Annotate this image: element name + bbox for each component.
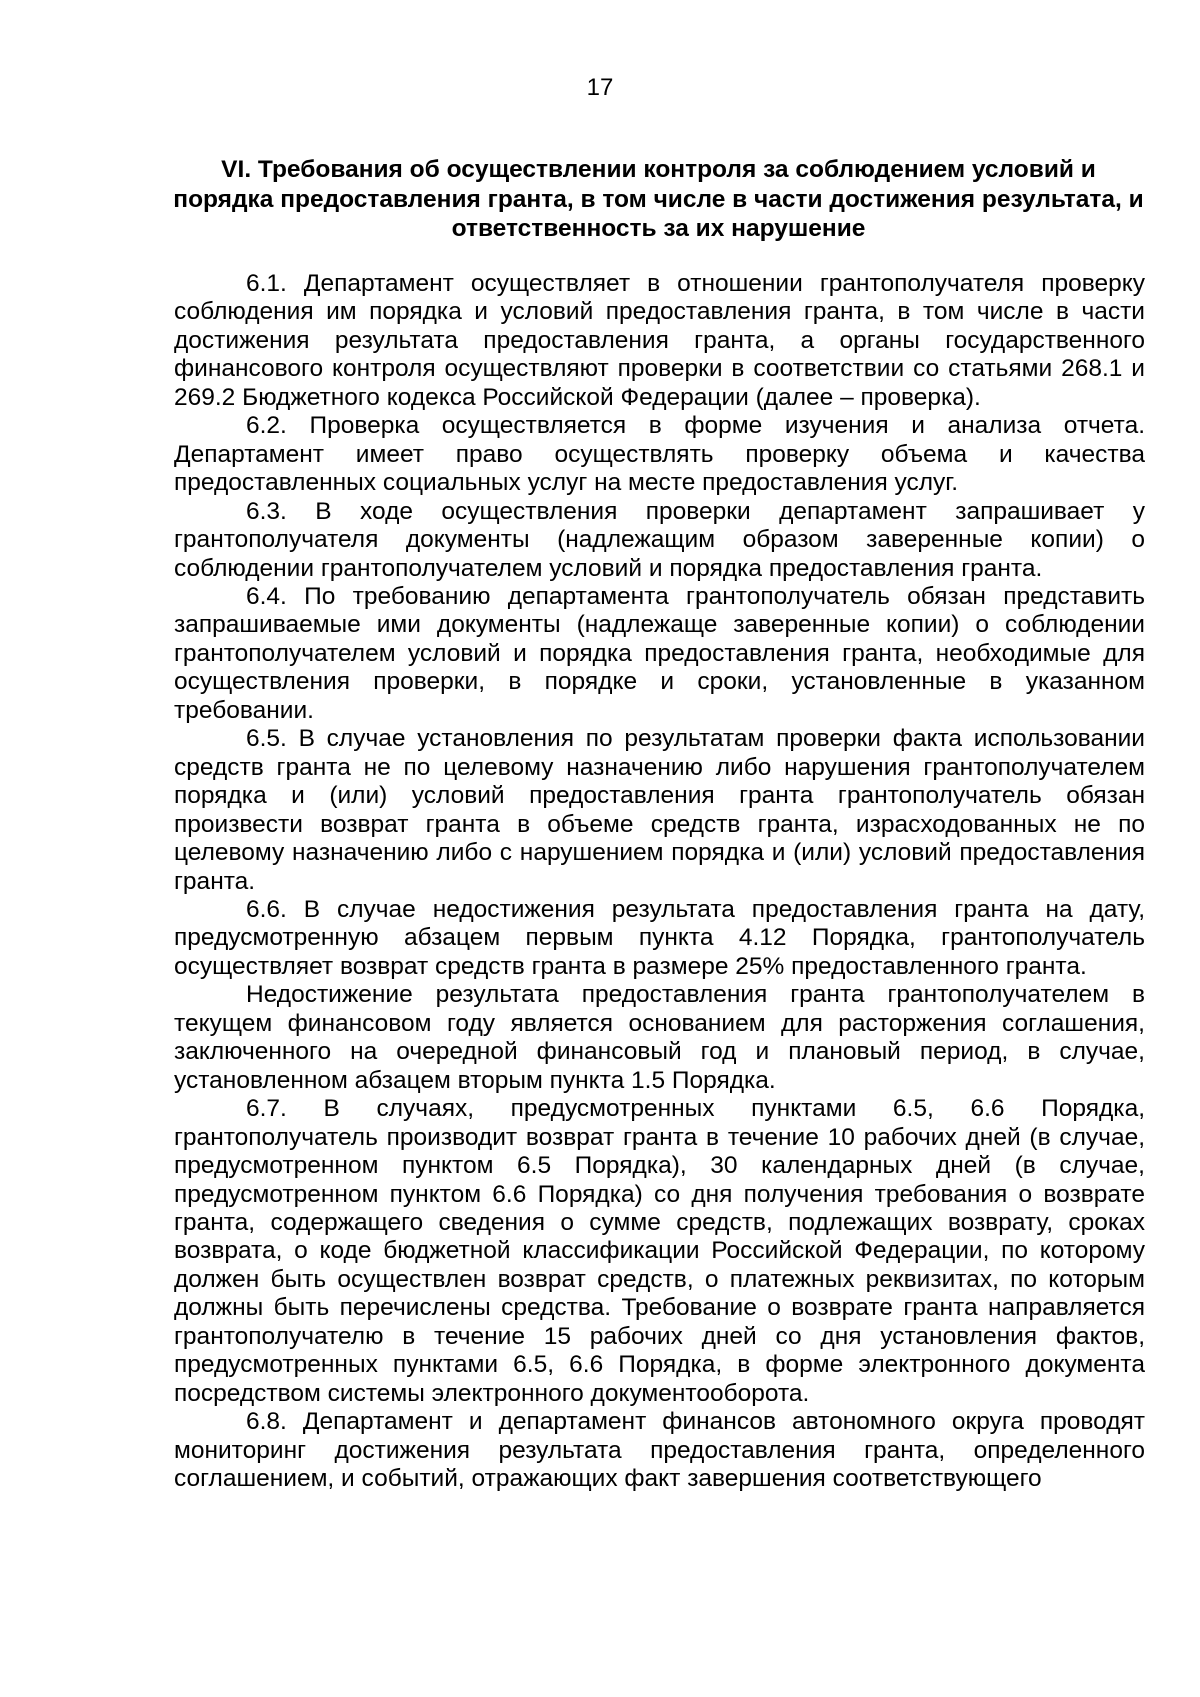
paragraph-6-4: 6.4. По требованию департамента грантополучатель обязан представить запрашиваемые ими документы (надлежаще заверенные копии) о соблюдении грантополучателем условий и порядка предоставления гранта, необходимые для осуществления проверки, в порядке и сроки, установленные в указанном требовании. <box>174 582 1145 724</box>
paragraph-6-1: 6.1. Департамент осуществляет в отношении грантополучателя проверку соблюдения им порядка и условий предоставления гранта, в том числе в части достижения результата предоставления гранта, а органы государственного финансового контроля осуществляют проверки в соответствии со статьями 268.1 и 269.2 Бюджетного кодекса Российской Федерации (далее – проверка). <box>174 270 1145 411</box>
paragraph-6-6-continuation: Недостижение результата предоставления гранта грантополучателем в текущем финансовом году является основанием для расторжения соглашения, заключенного на очередной финансовый год и плановый период, в случае, установленном абзацем вторым пункта 1.5 Порядка. <box>174 981 1145 1094</box>
paragraph-6-5: 6.5. В случае установления по результатам проверки факта использовании средств гранта не по целевому назначению либо нарушения грантополучателем порядка и (или) условий предоставления гранта грантополучатель обязан произвести возврат гранта в объеме средств гранта, израсходованных не по целевому назначению либо с нарушением порядка и (или) условий предоставления гранта. <box>174 725 1145 895</box>
document-body <box>174 270 1145 1493</box>
paragraph-6-7: 6.7. В случаях, предусмотренных пунктами 6.5, 6.6 Порядка, грантополучатель производит возврат гранта в течение 10 рабочих дней (в случае, предусмотренном пунктом 6.5 Порядка), 30 календарных дней (в случае, предусмотренном пунктом 6.6 Порядка) со дня получения требования о возврате гранта, содержащего сведения о сумме средств, подлежащих возврату, сроках возврата, о коде бюджетной классификации Российской Федерации, по которому должен быть осуществлен возврат средств, о платежных реквизитах, по которым должны быть перечислены средства. Требование о возврате гранта направляется грантополучателю в течение 15 рабочих дней со дня установления фактов, предусмотренных пунктами 6.5, 6.6 Порядка, в форме электронного документа посредством системы электронного документооборота. <box>174 1095 1145 1407</box>
paragraph-6-2: 6.2. Проверка осуществляется в форме изучения и анализа отчета. Департамент имеет право осуществлять проверку объема и качества предоставленных социальных услуг на месте предоставления услуг. <box>174 412 1145 497</box>
paragraph-6-3: 6.3. В ходе осуществления проверки департамент запрашивает у грантополучателя документы (надлежащим образом заверенные копии) о соблюдении грантополучателем условий и порядка предоставления гранта. <box>174 497 1145 582</box>
section-title: VI. Требования об осуществлении контроля за соблюдением условий и порядка предоставления гранта, в том числе в части достижения результата, и ответственность за их нарушение <box>173 156 1144 242</box>
paragraph-6-6: 6.6. В случае недостижения результата предоставления гранта на дату, предусмотренную абзацем первым пункта 4.12 Порядка, грантополучатель осуществляет возврат средств гранта в размере 25% предоставленного гранта. <box>174 895 1145 980</box>
paragraph-6-8: 6.8. Департамент и департамент финансов автономного округа проводят мониторинг достижения результата предоставления гранта, определенного соглашением, и событий, отражающих факт завершения соответствующего <box>174 1408 1145 1493</box>
page-number: 17 <box>586 74 614 101</box>
